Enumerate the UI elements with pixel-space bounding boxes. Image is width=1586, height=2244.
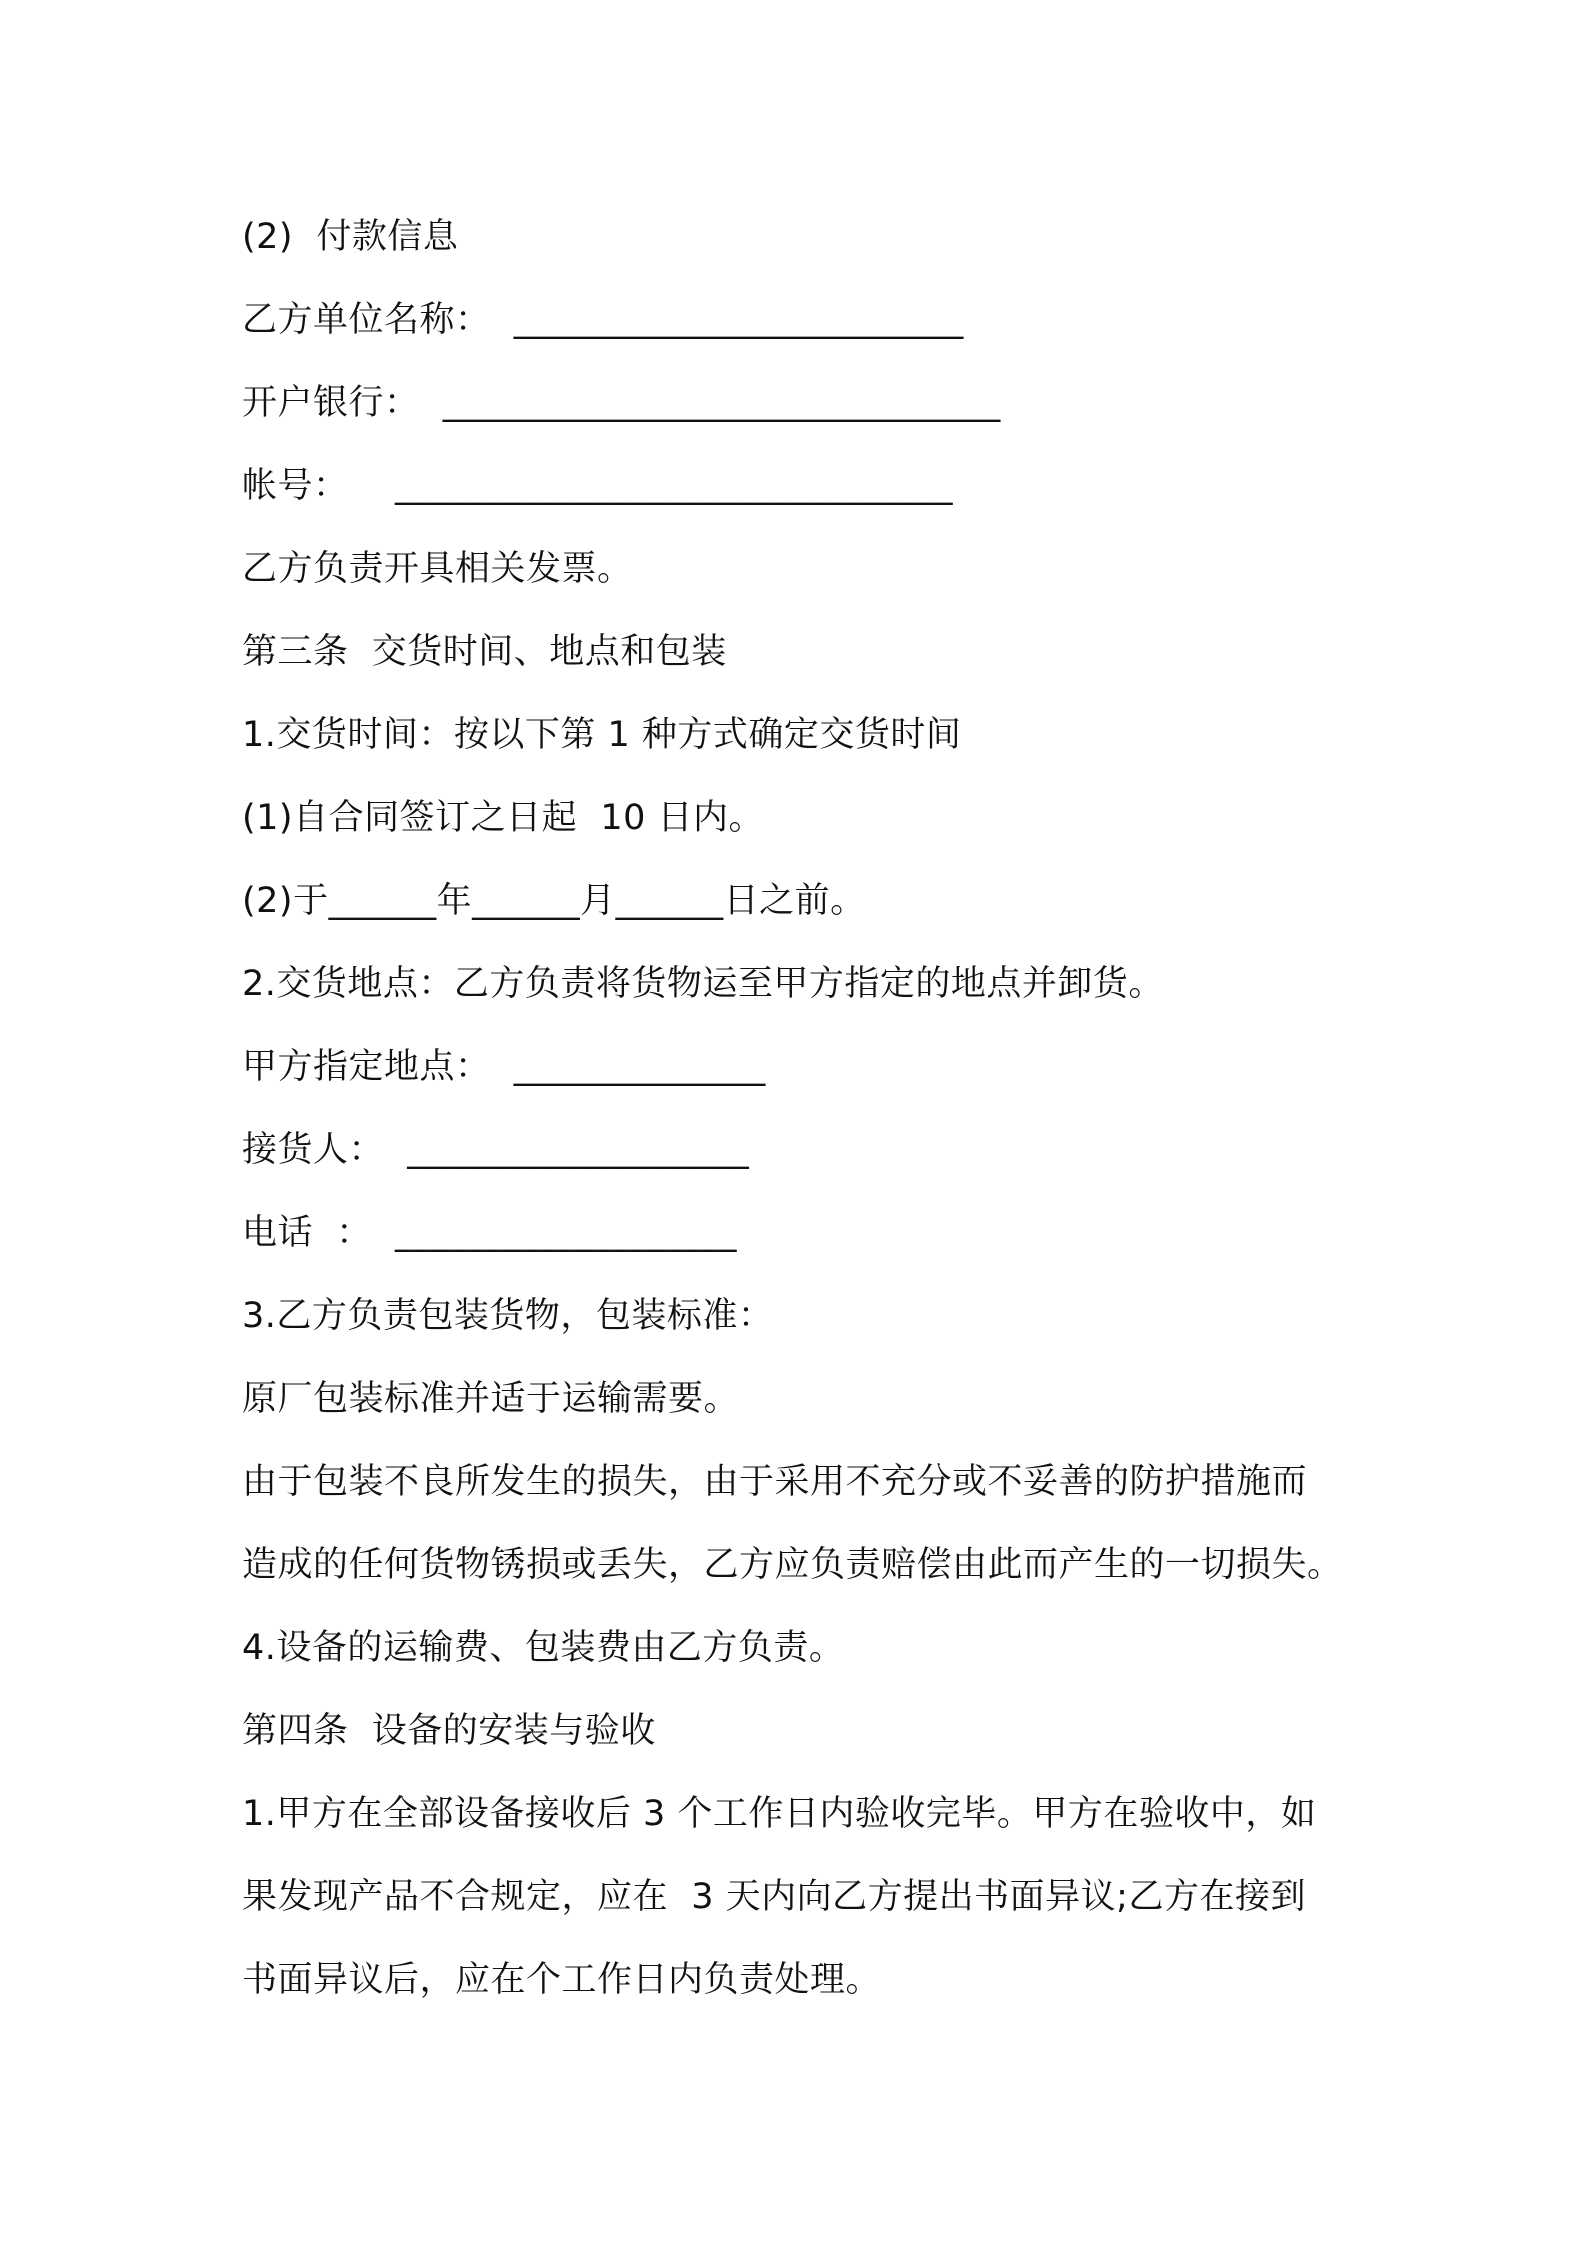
phone-line: 电话 ： ___________________ <box>242 1213 738 1253</box>
acceptance-clause-part-2: 果发现产品不合规定，应在 3 天内向乙方提出书面异议;乙方在接到 <box>242 1877 1306 1917</box>
article-four-heading: 第四条 设备的安装与验收 <box>242 1711 656 1751</box>
receiver-line: 接货人： ___________________ <box>242 1130 750 1170</box>
acceptance-clause-part-1: 1.甲方在全部设备接收后 3 个工作日内验收完毕。甲方在验收中，如 <box>242 1794 1317 1834</box>
acceptance-clause-part-3: 书面异议后，应在个工作日内负责处理。 <box>242 1960 882 2000</box>
delivery-time-clause: 1.交货时间：按以下第 1 种方式确定交货时间 <box>242 715 962 755</box>
packaging-standard-line: 原厂包装标准并适于运输需要。 <box>242 1379 740 1419</box>
opening-bank-line: 开户银行： _______________________________ <box>242 383 1001 423</box>
invoice-clause: 乙方负责开具相关发票。 <box>242 549 633 589</box>
packaging-clause: 3.乙方负责包装货物，包装标准： <box>242 1296 774 1336</box>
document-body <box>242 196 1392 2022</box>
payment-info-heading: (2) 付款信息 <box>242 217 459 257</box>
article-three-heading: 第三条 交货时间、地点和包装 <box>242 632 727 672</box>
transport-fee-clause: 4.设备的运输费、包装费由乙方负责。 <box>242 1628 845 1668</box>
party-b-company-name-line: 乙方单位名称： _________________________ <box>242 300 964 340</box>
account-number-line: 帐号： _______________________________ <box>242 466 954 506</box>
packaging-loss-clause-part-1: 由于包装不良所发生的损失，由于采用不充分或不妥善的防护措施而 <box>242 1462 1308 1502</box>
delivery-location-clause: 2.交货地点：乙方负责将货物运至甲方指定的地点并卸货。 <box>242 964 1164 1004</box>
packaging-loss-clause-part-2: 造成的任何货物锈损或丢失，乙方应负责赔偿由此而产生的一切损失。 <box>242 1545 1343 1585</box>
delivery-option-one: (1)自合同签订之日起 10 日内。 <box>242 798 764 838</box>
designated-location-line: 甲方指定地点： ______________ <box>242 1047 766 1087</box>
delivery-option-two: (2)于______年______月______日之前。 <box>242 881 866 921</box>
